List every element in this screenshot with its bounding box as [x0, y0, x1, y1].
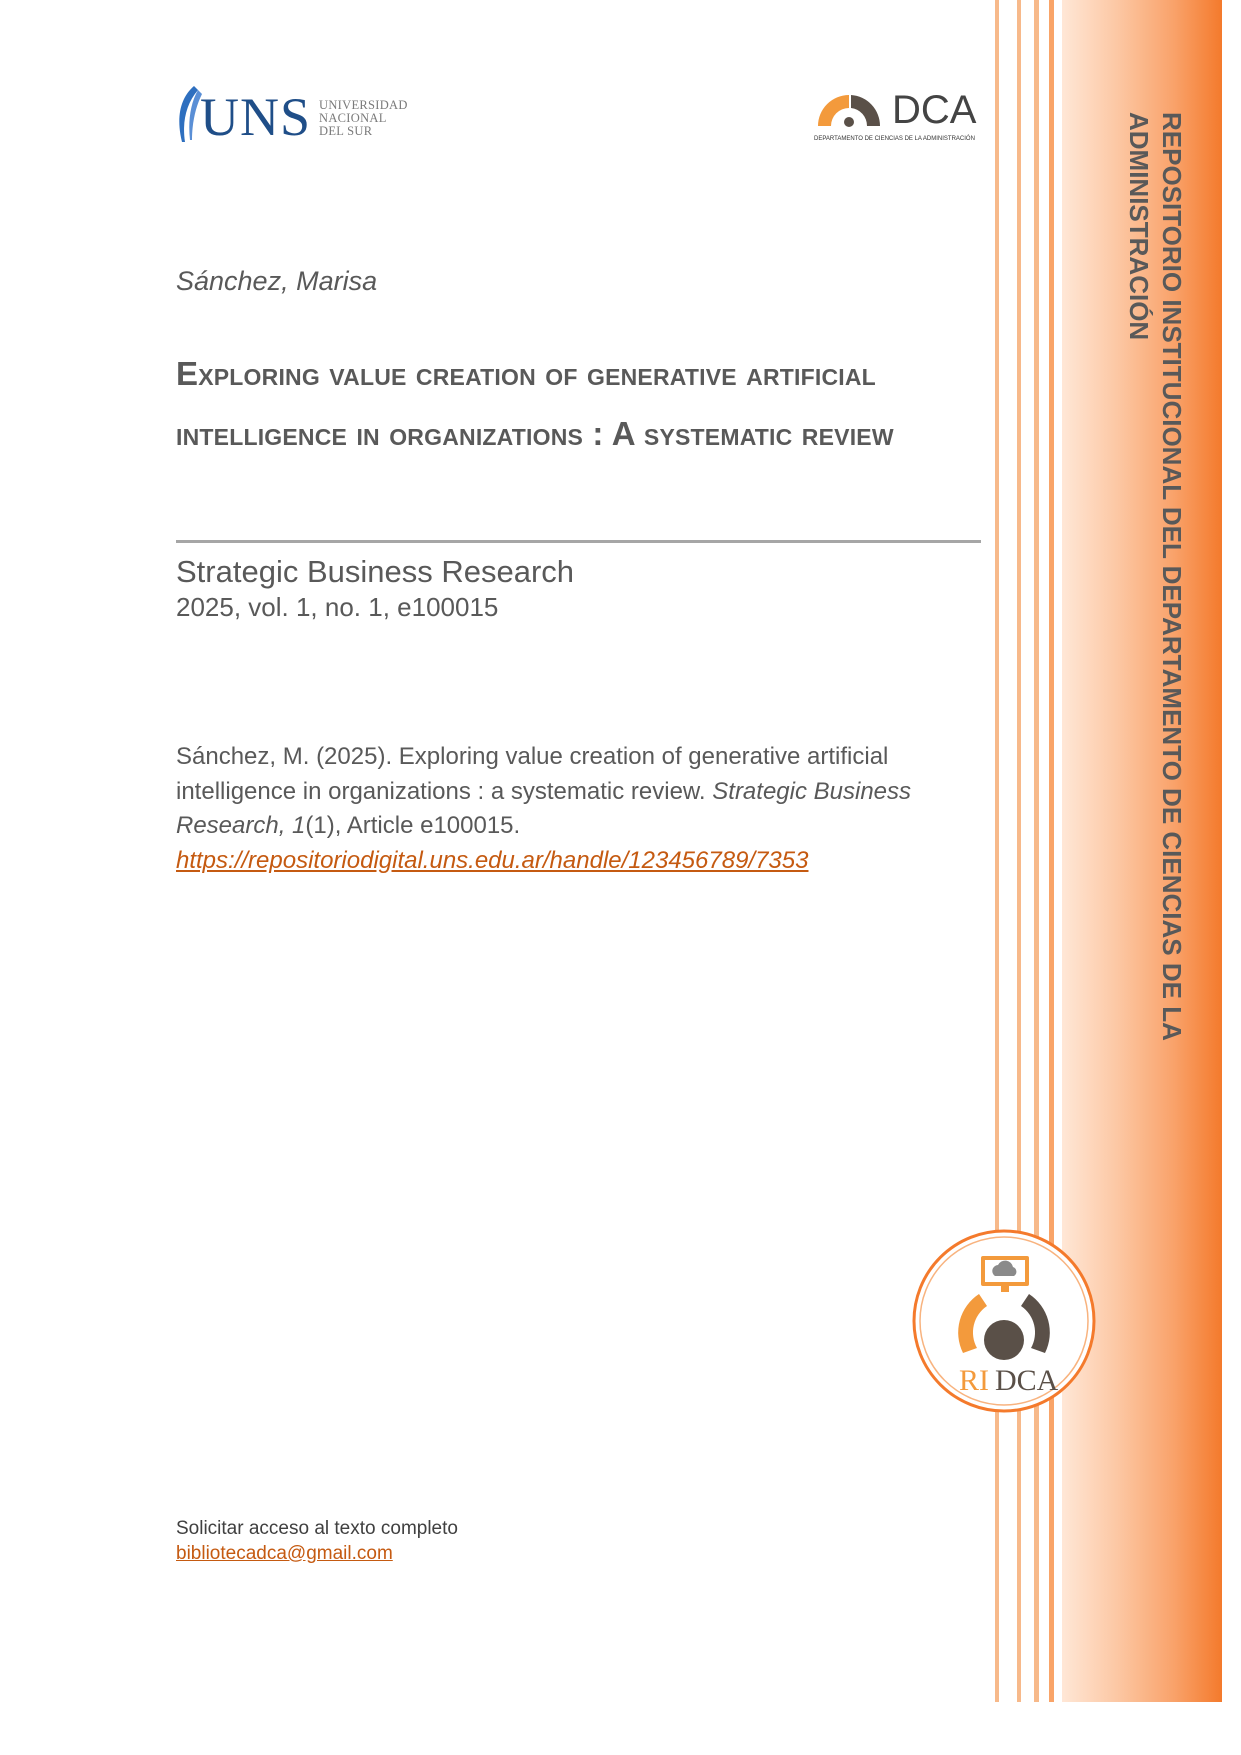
request-access-label: Solicitar acceso al texto completo [176, 1518, 458, 1539]
side-stripe [1034, 0, 1039, 1702]
ridca-seal [911, 1228, 1097, 1414]
journal-name: Strategic Business Research [176, 554, 575, 589]
dca-subtitle: DEPARTAMENTO DE CIENCIAS DE LA ADMINISTRACIÓN [814, 136, 975, 142]
ridca-wordmark-ri: RI [959, 1364, 989, 1397]
request-email-link[interactable]: bibliotecadca@gmail.com [176, 1543, 393, 1564]
side-stripe [995, 0, 999, 1702]
journal-issue: 2025, vol. 1, no. 1, e100015 [176, 592, 499, 622]
repository-vertical-title: REPOSITORIO INSTITUCIONAL DEL DEPARTAMENTO DE CIENCIAS DE LA ADMINISTRACIÓN [1124, 112, 1187, 1040]
side-stripe [1049, 0, 1054, 1702]
uns-subtitle-line: DEL SUR [319, 124, 373, 138]
uns-logo [172, 84, 432, 150]
citation-journal: Strategic Business Research, 1 [176, 777, 912, 839]
side-stripe [1017, 0, 1021, 1702]
uns-wordmark: UNS [200, 87, 312, 147]
citation-title: Exploring value creation of generative artificial intelligence in organizations : a systematic review. [176, 743, 889, 805]
uns-subtitle-line: UNIVERSIDAD [319, 98, 408, 112]
uns-subtitle-line: NACIONAL [319, 111, 387, 125]
citation [176, 740, 976, 878]
dca-arc-icon [814, 88, 884, 128]
title-divider [176, 540, 981, 543]
ridca-wordmark-dca: DCA [995, 1364, 1059, 1397]
dca-wordmark: DCA [892, 88, 977, 132]
dca-logo [814, 86, 979, 148]
citation-prefix: Sánchez, M. (2025). [176, 743, 399, 770]
citation-issue: (1), Article e100015. [305, 812, 521, 839]
uns-subtitle [319, 99, 408, 138]
document-title: Exploring value creation of generative artificial intelligence in organizations : A systematic review [176, 355, 894, 452]
author: Sánchez, Marisa [176, 266, 378, 296]
citation-url-link[interactable]: https://repositoriodigital.uns.edu.ar/handle/123456789/7353 [176, 846, 809, 874]
